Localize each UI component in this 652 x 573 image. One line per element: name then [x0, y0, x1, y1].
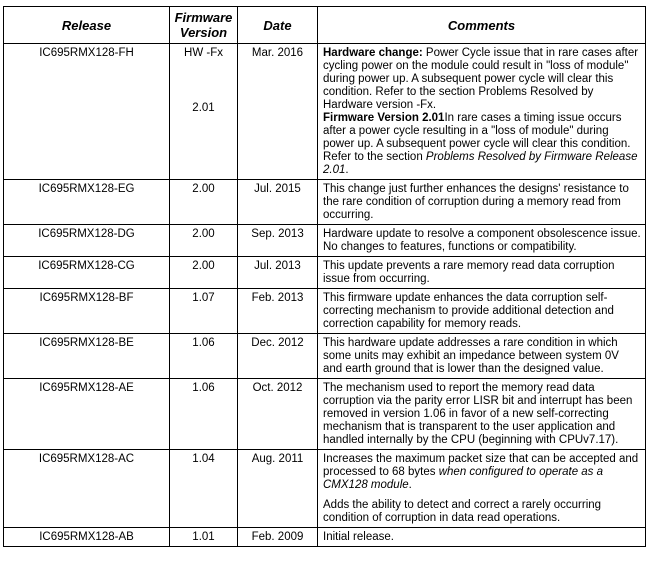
comment-italic-reference: Problems Resolved by Firmware Release 2.01: [323, 151, 638, 176]
header-comments: Comments: [318, 7, 646, 44]
release-date: Feb. 2009: [251, 531, 304, 543]
comment-text: Initial release.: [323, 531, 394, 543]
release-id: IC695RMX128-FH: [39, 47, 134, 59]
date-cell: [238, 289, 318, 334]
firmware-cell: [170, 450, 238, 528]
firmware-version: 1.06: [192, 382, 215, 394]
release-id: IC695RMX128-BF: [39, 292, 134, 304]
release-id: IC695RMX128-BE: [39, 337, 134, 349]
comment-text-2: In rare cases a timing issue occurs after a power cycle resulting in a "loss of module" during power up. A subsequent power cycle will clear this condition. Refer to the section: [323, 112, 631, 163]
comments-cell: [318, 528, 646, 547]
comment-bold-2: Firmware Version 2.01: [323, 112, 445, 124]
comment-text: The mechanism used to report the memory read data corruption via the parity error LISR bit and interrupt has been removed in version 1.06 in favor of a new self-correcting mechanism that is transparent to the user application and handled internally by the CPU (beginning with CPUv7.17).: [323, 382, 633, 446]
release-date: Aug. 2011: [251, 453, 304, 465]
comment-paragraph: [323, 47, 641, 112]
firmware-version: 1.06: [192, 337, 215, 349]
comments-cell: [318, 334, 646, 379]
release-cell: [4, 180, 170, 225]
firmware-version: 2.00: [192, 260, 215, 272]
firmware-version: 1.04: [192, 453, 215, 465]
firmware-version-2: 2.01: [192, 102, 215, 114]
comment-paragraph-2: [323, 499, 641, 525]
table-row: [4, 44, 646, 180]
comments-cell: [318, 450, 646, 528]
comment-period: .: [345, 164, 349, 176]
header-release: Release: [4, 7, 170, 44]
date-cell: [238, 334, 318, 379]
comments-cell: [318, 379, 646, 450]
comment-text: This update prevents a rare memory read data corruption issue from occurring.: [323, 260, 615, 285]
header-date: Date: [238, 7, 318, 44]
firmware-cell: [170, 180, 238, 225]
table-header-row: [4, 7, 646, 44]
release-cell: [4, 528, 170, 547]
header-firmware-version: Firmware Version: [170, 7, 238, 44]
table-row: [4, 379, 646, 450]
release-id: IC695RMX128-CG: [38, 260, 135, 272]
firmware-cell: [170, 379, 238, 450]
table-row: [4, 180, 646, 225]
release-id: IC695RMX128-AB: [39, 531, 134, 543]
comments-cell: [318, 180, 646, 225]
release-cell: [4, 334, 170, 379]
table-row: [4, 528, 646, 547]
comments-cell: [318, 289, 646, 334]
firmware-cell: [170, 334, 238, 379]
firmware-version: 1.07: [192, 292, 215, 304]
release-date: Sep. 2013: [251, 228, 304, 240]
comment-bold: Hardware change:: [323, 47, 423, 59]
comment-text-2: Adds the ability to detect and correct a rarely occurring condition of corruption in data read operations.: [323, 499, 602, 524]
comment-period: .: [408, 479, 412, 491]
release-date: Jul. 2013: [254, 260, 301, 272]
release-date: Feb. 2013: [251, 292, 304, 304]
firmware-cell: [170, 225, 238, 257]
firmware-version: 1.01: [192, 531, 215, 543]
comments-cell: [318, 225, 646, 257]
comments-cell: [318, 257, 646, 289]
release-id: IC695RMX128-AC: [38, 453, 135, 465]
comment-italic: when configured to operate as a CMX128 module: [323, 466, 604, 491]
release-cell: [4, 225, 170, 257]
date-cell: [238, 225, 318, 257]
comment-text: This change just further enhances the designs' resistance to the rare condition of corruption during a memory read from occurring.: [323, 183, 629, 221]
firmware-cell: [170, 44, 238, 180]
firmware-cell: [170, 257, 238, 289]
release-date: Mar. 2016: [251, 47, 304, 59]
release-cell: [4, 257, 170, 289]
release-cell: [4, 44, 170, 180]
release-id: IC695RMX128-DG: [38, 228, 135, 240]
comment-paragraph: [323, 453, 641, 492]
release-cell: [4, 379, 170, 450]
release-cell: [4, 289, 170, 334]
date-cell: [238, 44, 318, 180]
comment-paragraph-2: [323, 112, 641, 177]
firmware-version: HW -Fx: [184, 47, 223, 59]
table-row: [4, 225, 646, 257]
comment-text: This firmware update enhances the data corruption self-correcting mechanism to provide additional detection and correction capability for memory reads.: [323, 292, 614, 330]
release-date: Dec. 2012: [251, 337, 304, 349]
firmware-cell: [170, 528, 238, 547]
comments-cell: [318, 44, 646, 180]
table-row: [4, 289, 646, 334]
release-date: Oct. 2012: [252, 382, 303, 394]
release-history-table: [3, 6, 646, 547]
release-cell: [4, 450, 170, 528]
comment-text: Power Cycle issue that in rare cases after cycling power on the module could result in "loss of module" during power up. A subsequent power cycle will clear this condition. Refer to the section Problems Resolved by Hardware version -Fx.: [323, 47, 639, 111]
comment-text: Hardware update to resolve a component obsolescence issue. No changes to features, functions or compatibility.: [323, 228, 641, 253]
date-cell: [238, 257, 318, 289]
release-id: IC695RMX128-EG: [38, 183, 135, 195]
table-row: [4, 257, 646, 289]
date-cell: [238, 528, 318, 547]
firmware-version: 2.00: [192, 228, 215, 240]
comment-text: This hardware update addresses a rare condition in which some units may exhibit an impedance between system 0V and earth ground that is lower than the designed value.: [323, 337, 619, 375]
comment-text: Increases the maximum packet size that can be accepted and processed to 68 bytes: [323, 453, 639, 478]
date-cell: [238, 379, 318, 450]
table-row: [4, 450, 646, 528]
date-cell: [238, 180, 318, 225]
date-cell: [238, 450, 318, 528]
release-date: Jul. 2015: [254, 183, 301, 195]
table-row: [4, 334, 646, 379]
release-id: IC695RMX128-AE: [39, 382, 134, 394]
firmware-cell: [170, 289, 238, 334]
firmware-version: 2.00: [192, 183, 215, 195]
